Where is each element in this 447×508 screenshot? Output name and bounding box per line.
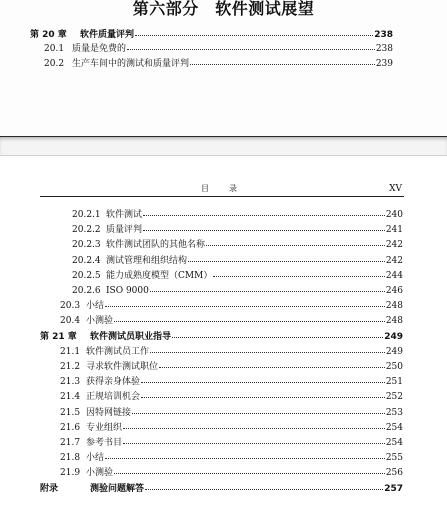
dot-leader	[159, 359, 385, 368]
dot-leader	[143, 222, 385, 231]
running-header	[40, 183, 404, 197]
part-title: 第六部分 软件测试展望	[132, 0, 315, 18]
toc-entry-page: 257	[384, 484, 403, 494]
toc-entry	[72, 208, 403, 222]
toc-entry	[60, 451, 403, 465]
toc-entry-title: 获得亲身体验	[86, 377, 141, 387]
toc-entry-title: 寻求软件测试职位	[86, 362, 159, 372]
toc-entry	[44, 42, 393, 56]
toc-entry	[60, 466, 403, 480]
toc-entry	[60, 375, 403, 389]
toc-entry-page: 255	[385, 453, 403, 463]
toc-entry-number: 20.2.3	[72, 240, 101, 250]
toc-entry-title: 正规培训机会	[86, 392, 141, 402]
toc-entry-title: 软件测试员职业指导	[90, 332, 172, 342]
toc-entry-page: 249	[385, 347, 403, 357]
toc-entry-page: 244	[385, 271, 403, 281]
toc-entry-title: 软件测试	[106, 210, 143, 220]
toc-entry	[60, 314, 403, 328]
dot-leader	[190, 56, 375, 65]
toc-entry-page: 253	[385, 408, 403, 418]
toc-entry	[72, 238, 403, 252]
toc-entry-title: 质量是免费的	[72, 44, 127, 54]
dot-leader	[213, 268, 384, 277]
running-head-title: 目 录	[201, 184, 243, 193]
toc-entry	[44, 57, 393, 71]
dot-leader	[143, 207, 385, 216]
toc-entry-number: 21.2	[60, 362, 81, 372]
toc-entry	[60, 345, 403, 359]
toc-entry-number: 21.4	[60, 392, 81, 402]
toc-entry-title: 测验问题解答	[90, 484, 145, 494]
toc-entry	[60, 436, 403, 450]
toc-entry-page: 248	[385, 301, 403, 311]
toc-entry-page: 248	[385, 316, 403, 326]
toc-entry-page: 250	[385, 362, 403, 372]
dot-leader	[172, 329, 383, 338]
dot-leader	[135, 27, 373, 36]
page-gap	[0, 136, 447, 155]
toc-entry	[60, 390, 403, 404]
toc-entry-title: 生产车间中的测试和质量评判	[72, 59, 190, 69]
toc-entry-page: 256	[385, 468, 403, 478]
toc-entry-number: 20.2.6	[72, 286, 101, 296]
dot-leader	[150, 283, 385, 292]
dot-leader	[141, 389, 385, 398]
toc-entry-title: 小测验	[86, 316, 114, 326]
toc-entry-page: 254	[385, 423, 403, 433]
toc-entry	[60, 360, 403, 374]
toc-entry-number: 21.5	[60, 408, 81, 418]
toc-entry-number: 20.2.2	[72, 225, 101, 235]
toc-entry-number: 20.3	[60, 301, 81, 311]
dot-leader	[132, 405, 385, 414]
toc-entry-page: 242	[385, 240, 403, 250]
toc-entry	[60, 421, 403, 435]
dot-leader	[127, 41, 375, 50]
toc-entry-number: 20.2.4	[72, 256, 101, 266]
toc-entry-title: 专业组织	[86, 423, 123, 433]
toc-entry-page: 246	[385, 286, 403, 296]
toc-entry-title: 小测验	[86, 468, 114, 478]
dot-leader	[123, 420, 385, 429]
toc-entry-title: 能力成熟度模型（CMM）	[106, 271, 213, 281]
toc-entry-title: 参考书目	[86, 438, 123, 448]
toc-entry	[72, 284, 403, 298]
toc-entry-page: 249	[384, 332, 403, 342]
header-rule	[40, 196, 404, 197]
toc-entry-number: 20.4	[60, 316, 81, 326]
toc-entry	[72, 269, 403, 283]
toc-entry-number: 20.2.5	[72, 271, 101, 281]
toc-entry-title: 软件测试员工作	[86, 347, 150, 357]
toc-entry-page: 252	[385, 392, 403, 402]
toc-entry-page: 239	[375, 59, 393, 69]
toc-entry-page: 251	[385, 377, 403, 387]
toc-entry-page: 238	[375, 44, 393, 54]
dot-leader	[105, 298, 385, 307]
toc-entry-number: 20.2.1	[72, 210, 101, 220]
toc-entry-title: 测试管理和组织结构	[106, 256, 188, 266]
dot-leader	[150, 344, 385, 353]
toc-entry-title: 因特网链接	[86, 408, 132, 418]
toc-entry	[30, 28, 393, 42]
toc-entry	[60, 299, 403, 313]
toc-entry-page: 254	[385, 438, 403, 448]
toc-entry-number: 附录	[40, 484, 59, 494]
dot-leader	[141, 374, 385, 383]
toc-entry-number: 第 20 章	[30, 30, 67, 40]
toc-entry	[72, 254, 403, 268]
toc-entry-number: 21.7	[60, 438, 81, 448]
toc-entry-number: 20.2	[44, 59, 65, 69]
toc-entry-number: 第 21 章	[40, 332, 77, 342]
dot-leader	[206, 237, 385, 246]
dot-leader	[114, 465, 385, 474]
toc-entry-page: 242	[385, 256, 403, 266]
toc-entry-number: 21.1	[60, 347, 81, 357]
toc-entry-title: 质量评判	[106, 225, 143, 235]
toc-entry-title: 小结	[86, 453, 105, 463]
toc-entry-number: 21.9	[60, 468, 81, 478]
toc-entry-number: 21.8	[60, 453, 81, 463]
toc-entry-page: 240	[385, 210, 403, 220]
toc-entry-title: 小结	[86, 301, 105, 311]
toc-entry	[60, 406, 403, 420]
toc-entry	[40, 482, 403, 496]
toc-entry-page: 238	[374, 30, 393, 40]
toc-entry-title: 软件测试团队的其他名称	[106, 240, 206, 250]
toc-entry-number: 21.6	[60, 423, 81, 433]
dot-leader	[105, 450, 385, 459]
toc-entry-page: 241	[385, 225, 403, 235]
toc-entry-title: ISO 9000	[106, 286, 149, 296]
toc-entry-title: 软件质量评判	[80, 30, 135, 40]
toc-entry-number: 20.1	[44, 44, 65, 54]
toc-entry-number: 21.3	[60, 377, 81, 387]
dot-leader	[188, 253, 385, 262]
dot-leader	[145, 481, 383, 490]
toc-entry	[72, 223, 403, 237]
toc-entry	[40, 330, 403, 344]
dot-leader	[114, 313, 385, 322]
page-number: XV	[389, 184, 402, 194]
dot-leader	[123, 435, 385, 444]
